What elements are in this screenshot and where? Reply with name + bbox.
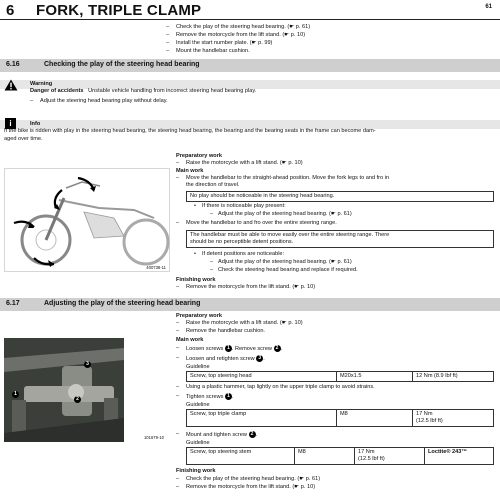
- retighten-step: [186, 355, 265, 363]
- guideline-label-3: Guideline: [186, 440, 210, 446]
- warning-heading: Warning: [30, 81, 53, 87]
- torque: [413, 410, 494, 427]
- prep-step: – Raise the motorcycle with a lift stand. (☛ p. 10): [186, 160, 303, 167]
- loosen-text-b: . Remove screw: [231, 345, 272, 352]
- finish-heading: Finishing work: [176, 277, 216, 283]
- page-number: 61: [485, 4, 492, 10]
- intro-step-4: – Mount the handlebar cushion.: [176, 48, 250, 55]
- torque: 12 Nm (8.9 lbf ft): [413, 372, 494, 382]
- warning-description: Unstable vehicle handling from incorrect steering head bearing play.: [88, 88, 257, 94]
- info-text-1: If the bike is ridden with play in the steering head bearing, the steering head bearing, the bearing and the bearing seats in the frame can become dam-: [4, 128, 376, 134]
- info-icon: i: [5, 118, 16, 129]
- intro-step-1: – Check the play of the steering head bearing. (☛ p. 61): [176, 24, 310, 31]
- section-number: 6.16: [6, 61, 20, 68]
- main-step-2: – Move the handlebar to and fro over the entire steering range.: [186, 220, 337, 227]
- main-heading: Main work: [176, 168, 204, 174]
- header-rule: [0, 19, 500, 20]
- requirement-box-1: No play should be noticeable in the steering head bearing.: [186, 191, 494, 202]
- prep-step-1: – Raise the motorcycle with a lift stand. (☛ p. 10): [186, 320, 303, 327]
- loosen-text-c: .: [280, 345, 283, 352]
- thread: M8: [295, 448, 355, 465]
- box-2-line-2: should be no perceptible detent positions.: [190, 238, 294, 245]
- torque-table-1: [186, 371, 494, 382]
- torque-nm: 17 Nm: [416, 411, 433, 417]
- torque-lbf: (12.5 lbf ft): [416, 417, 443, 424]
- motorcycle-figure: [4, 168, 170, 272]
- intro-step-3: – Install the start number plate. (☛ p. 99): [176, 40, 272, 47]
- condition-1: • If there is noticeable play present:: [202, 203, 286, 210]
- finish-heading: Finishing work: [176, 468, 216, 474]
- info-heading: Info: [30, 121, 41, 127]
- callout-ref-2: 2: [274, 345, 281, 352]
- warning-text: [30, 88, 256, 95]
- thread: M20x1.5: [337, 372, 413, 382]
- torque-table-3: [186, 447, 494, 465]
- requirement-box-2: [186, 230, 494, 248]
- torque-table-2: [186, 409, 494, 427]
- section-title: Checking the play of the steering head bearing: [44, 61, 200, 68]
- main-heading: Main work: [176, 337, 204, 343]
- main-step-1-cont: the direction of travel.: [186, 182, 240, 188]
- condition-1-action: – Adjust the play of the steering head bearing. (☛ p. 61): [218, 211, 352, 218]
- torque: [355, 448, 425, 465]
- tighten-end: .: [231, 393, 234, 400]
- callout-ref-1: 1: [225, 393, 232, 400]
- torque-lbf: (12.5 lbf ft): [358, 455, 385, 462]
- section-6-17-bar: [0, 298, 500, 311]
- tighten-text: Tighten screws: [186, 393, 224, 400]
- retighten-text: Loosen and retighten screw: [186, 355, 255, 362]
- callout-ref-3: 3: [256, 355, 263, 362]
- main-step-1: – Move the handlebar to the straight-ahead position. Move the fork legs to and fro in: [186, 175, 389, 182]
- section-6-16-bar: [0, 59, 500, 72]
- hammer-step: – Using a plastic hammer, tap lightly on the upper triple clamp to avoid strains.: [186, 384, 375, 391]
- loosen-step: [186, 345, 282, 353]
- tighten-step: [186, 393, 234, 401]
- callout-2: 2: [74, 396, 81, 403]
- finish-step-2: – Remove the motorcycle from the lift stand. (☛ p. 10): [186, 484, 315, 491]
- intro-step-2: – Remove the motorcycle from the lift stand. (☛ p. 10): [176, 32, 305, 39]
- figure-label: 101679-10: [143, 434, 164, 440]
- guideline-label-1: Guideline: [186, 364, 210, 370]
- condition-2: • If detent positions are noticeable:: [202, 251, 284, 258]
- mount-end: .: [255, 431, 258, 438]
- callout-3: 3: [84, 361, 91, 368]
- box-2-line-1: The handlebar must be able to move easily over the entire steering range. There: [190, 232, 390, 238]
- condition-2-action-1: – Adjust the play of the steering head bearing. (☛ p. 61): [218, 259, 352, 266]
- guideline-label-2: Guideline: [186, 402, 210, 408]
- triple-clamp-photo: [4, 338, 170, 442]
- screw-name: Screw, top triple clamp: [187, 410, 337, 427]
- screw-name: Screw, top steering stem: [187, 448, 295, 465]
- loosen-text-a: Loosen screws: [186, 345, 224, 352]
- torque-nm: 17 Nm: [358, 449, 375, 455]
- prep-step-2: – Remove the handlebar cushion.: [186, 328, 265, 335]
- chapter-number: 6: [6, 2, 15, 19]
- section-title: Adjusting the play of the steering head bearing: [44, 300, 201, 307]
- prep-heading: Preparatory work: [176, 153, 223, 159]
- callout-ref-1: 1: [225, 345, 232, 352]
- mount-step: [186, 431, 257, 439]
- threadlocker: Loctite® 243™: [425, 448, 494, 465]
- warning-icon: [4, 79, 18, 94]
- callout-1: 1: [12, 391, 19, 398]
- warning-lead: Danger of accidents: [30, 88, 84, 94]
- finish-step: – Remove the motorcycle from the lift stand. (☛ p. 10): [186, 284, 315, 291]
- screw-name: Screw, top steering head: [187, 372, 337, 382]
- condition-2-action-2: – Check the steering head bearing and replace if required.: [218, 267, 358, 274]
- thread: M8: [337, 410, 413, 427]
- section-number: 6.17: [6, 300, 20, 307]
- finish-step-1: – Check the play of the steering head bearing. (☛ p. 61): [186, 476, 320, 483]
- figure-label: 400738-11: [146, 264, 166, 270]
- prep-heading: Preparatory work: [176, 313, 223, 319]
- retighten-end: .: [263, 355, 265, 362]
- info-text-2: aged over time.: [4, 136, 43, 142]
- warning-action: – Adjust the steering head bearing play without delay.: [40, 98, 168, 105]
- chapter-title: FORK, TRIPLE CLAMP: [36, 2, 202, 19]
- mount-text: Mount and tighten screw: [186, 431, 247, 438]
- callout-ref-2: 2: [249, 431, 256, 438]
